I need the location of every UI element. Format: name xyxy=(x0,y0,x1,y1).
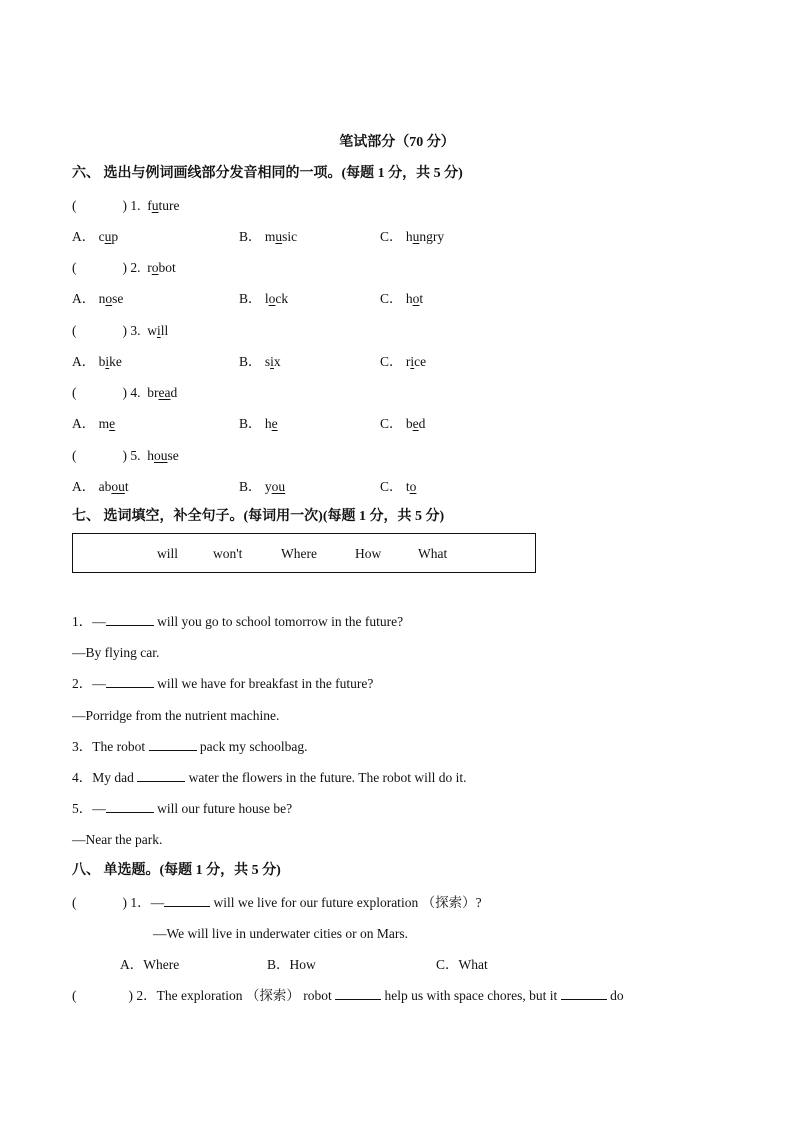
word-part: f xyxy=(147,198,152,213)
option-letter: C． xyxy=(380,354,403,369)
question-number: 1. xyxy=(130,198,141,213)
underlined-part: o xyxy=(409,479,417,494)
word-part: r xyxy=(147,260,152,275)
underlined-part: i xyxy=(157,323,161,338)
sentence-start: 4．My dad xyxy=(72,770,138,785)
word-part: c xyxy=(98,229,105,244)
option-b xyxy=(239,228,297,246)
option-letter: B． xyxy=(239,416,262,431)
word-bank-item: How xyxy=(355,546,382,561)
underlined-part: i xyxy=(410,354,415,369)
section-7-line xyxy=(72,738,307,756)
word-part: n xyxy=(98,291,106,306)
question-number: 5. xyxy=(130,448,141,463)
option-b xyxy=(239,415,278,433)
option-c xyxy=(380,478,416,496)
answer-blank[interactable] xyxy=(335,987,381,1000)
word-part: d xyxy=(170,385,178,400)
option-c xyxy=(380,353,426,371)
option-letter: C． xyxy=(380,416,403,431)
word-part: s xyxy=(264,354,271,369)
underlined-part: o xyxy=(412,291,420,306)
question-8-1-answer: —We will live in underwater cities or on Mars. xyxy=(153,926,408,941)
option-c xyxy=(380,290,423,308)
word-part: bot xyxy=(158,260,176,275)
answer-blank[interactable] xyxy=(561,987,607,1000)
section-6-heading: 六、 选出与例词画线部分发音相同的一项。(每题 1 分，共 5 分) xyxy=(72,166,463,181)
question-6-5 xyxy=(72,447,179,465)
underlined-part: ou xyxy=(111,479,125,494)
question-number: ) 1．— xyxy=(122,895,165,910)
answer-paren-open: ( xyxy=(72,385,77,400)
answer-paren-open: ( xyxy=(72,448,77,463)
option-c: C．What xyxy=(436,957,488,972)
option-b: B．How xyxy=(267,957,316,972)
question-number: 3. xyxy=(130,323,141,338)
word-part: h xyxy=(405,291,413,306)
fill-blank[interactable] xyxy=(106,800,154,813)
word-part: x xyxy=(273,354,281,369)
sentence-start: 2．— xyxy=(72,676,106,691)
question-8-1 xyxy=(72,894,482,912)
word-bank-item: won't xyxy=(213,546,243,561)
section-7-line xyxy=(72,769,467,787)
answer-paren-open: ( xyxy=(72,260,77,275)
option-letter: A． xyxy=(72,416,96,431)
word-part: d xyxy=(418,416,426,431)
word-part: b xyxy=(98,354,106,369)
word-part: t xyxy=(124,479,129,494)
option-letter: B． xyxy=(239,291,262,306)
word-bank-item: What xyxy=(418,546,448,561)
option-c xyxy=(380,228,444,246)
question-number: 2. xyxy=(130,260,141,275)
sentence-end: will our future house be? xyxy=(153,801,293,816)
question-8-2 xyxy=(72,987,624,1005)
option-letter: B． xyxy=(239,229,262,244)
word-part: ll xyxy=(160,323,169,338)
fill-blank[interactable] xyxy=(137,769,185,782)
section-7-line xyxy=(72,675,373,693)
option-b xyxy=(239,478,285,496)
answer-paren-open: ( xyxy=(72,988,77,1003)
word-part: y xyxy=(264,479,272,494)
option-letter: A． xyxy=(72,479,96,494)
underlined-part: u xyxy=(151,198,159,213)
underlined-part: i xyxy=(105,354,110,369)
page-title: 笔试部分（70 分） xyxy=(339,135,455,150)
answer-paren-close: ) xyxy=(122,385,127,400)
section-7-heading: 七、 选词填空，补全句子。(每词用一次)(每题 1 分，共 5 分) xyxy=(72,509,445,524)
section-8-heading: 八、 单选题。(每题 1 分，共 5 分) xyxy=(72,863,281,878)
word-part: m xyxy=(264,229,276,244)
underlined-part: ou xyxy=(271,479,286,494)
word-part: se xyxy=(112,291,124,306)
section-7-line: —Near the park. xyxy=(72,832,163,847)
option-c xyxy=(380,415,425,433)
word-bank-box xyxy=(72,533,536,573)
word-part: l xyxy=(264,291,269,306)
section-7-line: —By flying car. xyxy=(72,645,160,660)
word-part: h xyxy=(405,229,413,244)
option-a xyxy=(72,415,115,433)
sentence-end: water the flowers in the future. The robot will do it. xyxy=(185,770,467,785)
option-b xyxy=(239,353,281,371)
sentence-start: 5．— xyxy=(72,801,106,816)
option-letter: B． xyxy=(239,479,262,494)
section-7-line: —Porridge from the nutrient machine. xyxy=(72,708,280,723)
word-bank-item: Where xyxy=(281,546,317,561)
word-part: r xyxy=(405,354,411,369)
word-part: h xyxy=(264,416,272,431)
underlined-part: ea xyxy=(158,385,171,400)
underlined-part: e xyxy=(412,416,419,431)
answer-paren-close: ) xyxy=(122,260,127,275)
sentence-end: pack my schoolbag. xyxy=(196,739,308,754)
option-letter: A． xyxy=(72,354,96,369)
option-a xyxy=(72,353,122,371)
option-a xyxy=(72,478,129,496)
underlined-part: ou xyxy=(154,448,168,463)
underlined-part: o xyxy=(268,291,276,306)
sentence-start: 3．The robot xyxy=(72,739,149,754)
section-7-line xyxy=(72,800,292,818)
question-6-1 xyxy=(72,197,180,215)
option-a xyxy=(72,228,118,246)
word-part: h xyxy=(147,448,154,463)
question-6-2 xyxy=(72,259,176,277)
word-part: se xyxy=(167,448,179,463)
word-part: ngry xyxy=(419,229,445,244)
option-letter: C． xyxy=(380,479,403,494)
option-letter: A． xyxy=(72,229,96,244)
question-text: will we live for our future exploration （探索）? xyxy=(210,895,482,910)
answer-paren-close: ) xyxy=(122,323,127,338)
word-part: b xyxy=(405,416,413,431)
answer-paren-open: ( xyxy=(72,895,77,910)
word-part: w xyxy=(147,323,157,338)
underlined-part: e xyxy=(109,416,116,431)
answer-paren-open: ( xyxy=(72,323,77,338)
question-number: 4. xyxy=(130,385,141,400)
word-part: ke xyxy=(109,354,122,369)
question-text: do xyxy=(606,988,624,1003)
option-letter: C． xyxy=(380,229,403,244)
option-a: A．Where xyxy=(120,957,180,972)
underlined-part: o xyxy=(151,260,159,275)
option-a xyxy=(72,290,123,308)
question-text: help us with space chores, but it xyxy=(381,988,561,1003)
underlined-part: e xyxy=(271,416,278,431)
word-part: ab xyxy=(98,479,112,494)
underlined-part: u xyxy=(412,229,420,244)
word-part: t xyxy=(419,291,424,306)
word-part: m xyxy=(98,416,110,431)
underlined-part: u xyxy=(104,229,112,244)
word-part: ck xyxy=(275,291,289,306)
underlined-part: i xyxy=(270,354,274,369)
question-number: ) 2．The exploration （探索） robot xyxy=(128,988,336,1003)
word-part: sic xyxy=(282,229,298,244)
word-part: t xyxy=(405,479,410,494)
underlined-part: u xyxy=(275,229,283,244)
fill-blank[interactable] xyxy=(106,675,154,688)
answer-paren-close: ) xyxy=(122,198,127,213)
word-part: ce xyxy=(414,354,427,369)
sentence-end: will we have for breakfast in the future? xyxy=(153,676,374,691)
answer-paren-open: ( xyxy=(72,198,77,213)
answer-blank[interactable] xyxy=(164,894,210,907)
underlined-part: o xyxy=(105,291,113,306)
word-part: br xyxy=(147,385,159,400)
word-part: ture xyxy=(158,198,180,213)
question-6-4 xyxy=(72,384,177,402)
option-b xyxy=(239,290,288,308)
section-7-line xyxy=(72,613,403,631)
sentence-end: will you go to school tomorrow in the future? xyxy=(153,614,404,629)
word-bank-item: will xyxy=(157,546,179,561)
option-letter: A． xyxy=(72,291,96,306)
option-letter: C． xyxy=(380,291,403,306)
fill-blank[interactable] xyxy=(149,738,197,751)
question-6-3 xyxy=(72,322,168,340)
option-letter: B． xyxy=(239,354,262,369)
sentence-start: 1．— xyxy=(72,614,106,629)
fill-blank[interactable] xyxy=(106,613,154,626)
answer-paren-close: ) xyxy=(122,448,127,463)
word-part: p xyxy=(111,229,119,244)
